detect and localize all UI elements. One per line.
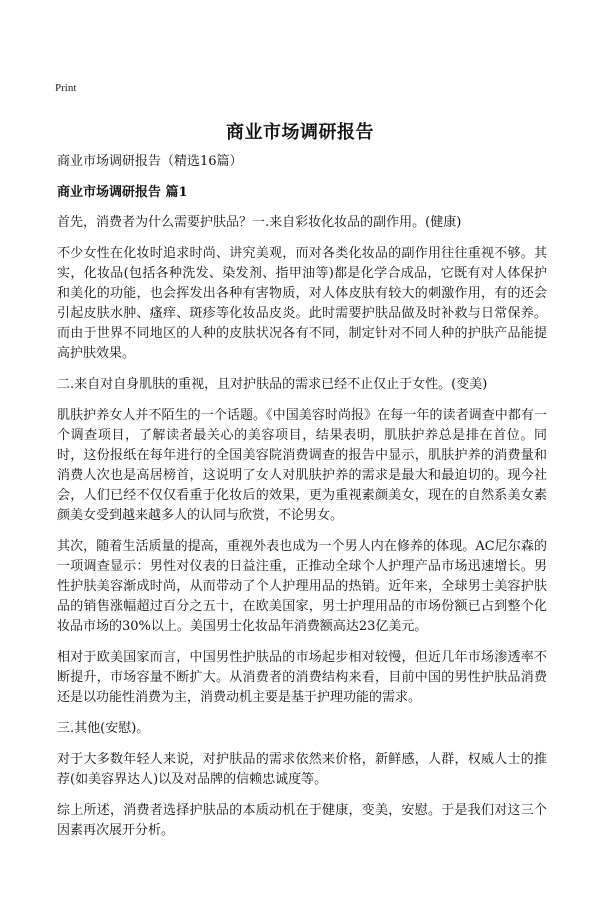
paragraph: 其次，随着生活质量的提高，重视外表也成为一个男人内在修养的体现。AC尼尔森的一项调查显示：男性对仪表的日益注重，正推动全球个人护理产品市场迅速增长。男性护肤美容渐成时尚，从而带动了个人护理用品的热销。近年来，全球男士美容护肤品的销售涨幅超过百分之五十，在欧美国家，男士护理用品的市场份额已占到整个化妆品市场的30%以上。美国男士化妆品年消费额高达23亿美元。 (57, 539, 547, 634)
document-body (57, 152, 547, 852)
paragraph: 对于大多数年轻人来说，对护肤品的需求依然来价格，新鲜感，人群，权威人士的推荐(如美容界达人)以及对品牌的信赖忠诚度等。 (57, 752, 547, 787)
section-heading: 商业市场调研报告 篇1 (57, 185, 188, 200)
print-label: Print (55, 82, 77, 94)
paragraph: 肌肤护养女人并不陌生的一个话题。《中国美容时尚报》在每一年的读者调查中都有一个调查项目，了解读者最关心的美容项目，结果表明，肌肤护养总是排在首位。同时，这份报纸在每年进行的全国美容院消费调查的报告中显示，肌肤护养的消费量和消费人次也是高居榜首，这说明了女人对肌肤护养的需求是最大和最迫切的。现今社会，人们已经不仅仅看重于化妆后的效果，更为重视素颜美女，现在的自然系美女素颜美女受到越来越多人的认同与欣赏，不论男女。 (57, 408, 547, 523)
paragraph: 综上所述，消费者选择护肤品的本质动机在于健康，变美，安慰。于是我们对这三个因素再次展开分析。 (57, 803, 547, 838)
paragraph: 相对于欧美国家而言，中国男性护肤品的市场起步相对较慢，但近几年市场渗透率不断提升，市场容量不断扩大。从消费者的消费结构来看，目前中国的男性护肤品消费还是以功能性消费为主，消费动机主要是基于护理功能的需求。 (57, 650, 547, 705)
paragraph: 二.来自对自身肌肤的重视，且对护肤品的需求已经不止仅止于女性。(变美) (57, 377, 488, 392)
paragraph: 不少女性在化妆时追求时尚、讲究美观，而对各类化妆品的副作用往往重视不够。其实，化妆品(包括各种洗发、染发剂、指甲油等)都是化学合成品，它既有对人体保护和美化的功能，也会挥发出各种有害物质，对人体皮肤有较大的刺激作用，有的还会引起皮肤水肿、瘙痒、斑疹等化妆品皮炎。此时需要护肤品做及时补救与日常保养。而由于世界不同地区的人种的皮肤状况各有不同，制定针对不同人种的护肤产品能提高护肤效果。 (57, 246, 547, 361)
document-title: 商业市场调研报告 (226, 122, 374, 143)
paragraph: 首先，消费者为什么需要护肤品？一.来自彩妆化妆品的副作用。(健康) (57, 215, 462, 230)
document-subtitle: 商业市场调研报告（精选16篇） (57, 154, 243, 169)
paragraph: 三.其他(安慰)。 (57, 721, 150, 736)
